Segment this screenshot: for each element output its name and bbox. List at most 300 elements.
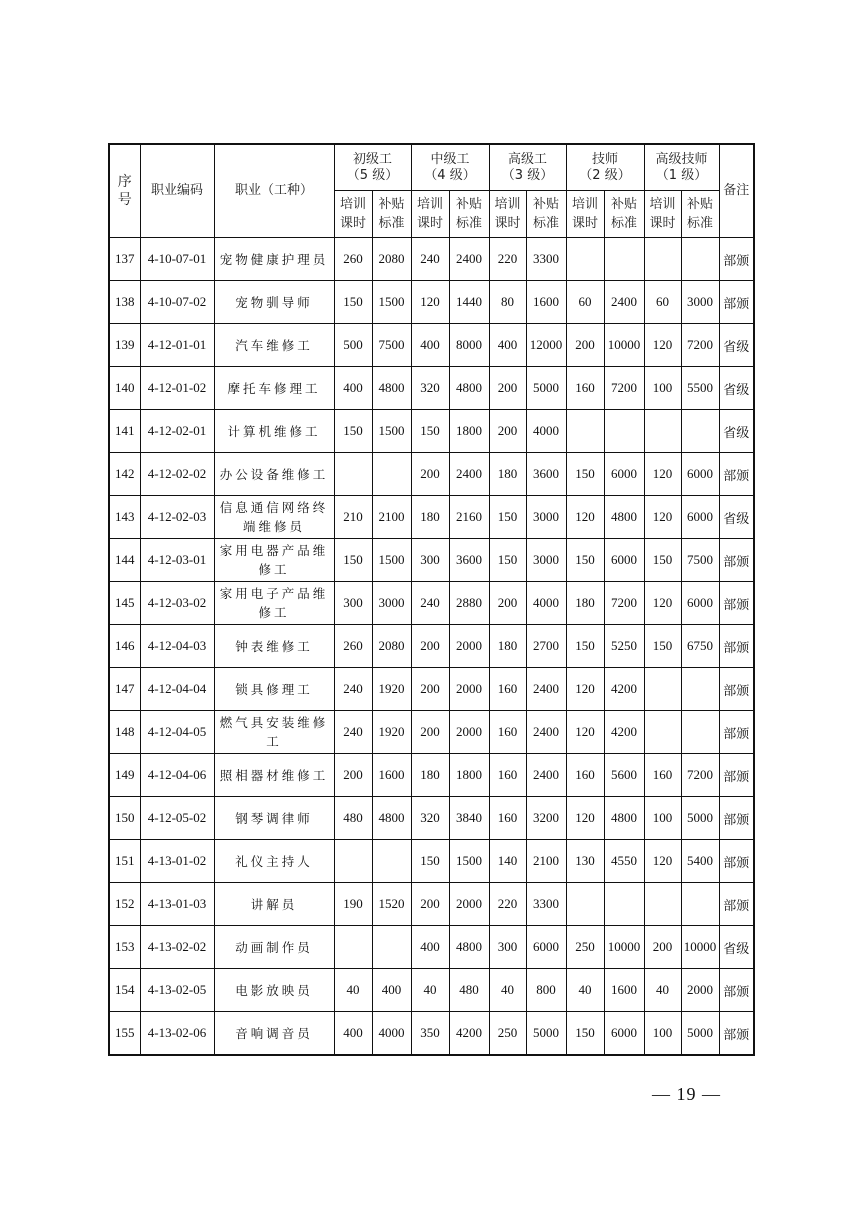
occupation-code-cell: 4-12-02-02: [140, 453, 214, 496]
seq-cell: 138: [109, 281, 140, 324]
occupation-name-cell: 宠物健康护理员: [214, 238, 334, 281]
training-hours-cell: 150: [644, 539, 681, 582]
subsidy-cell: 3300: [526, 238, 566, 281]
subsidy-cell: [372, 453, 411, 496]
training-hours-cell: 480: [334, 797, 372, 840]
training-hours-cell: 200: [489, 410, 526, 453]
training-hours-cell: 400: [411, 926, 449, 969]
remark-cell: 省级: [719, 496, 754, 539]
subsidy-standard-header: [372, 191, 411, 238]
training-hours-cell: 150: [489, 496, 526, 539]
remark-cell: 部颁: [719, 840, 754, 883]
subsidy-cell: 6000: [526, 926, 566, 969]
subsidy-cell: 480: [449, 969, 489, 1012]
occupation-code-cell: 4-12-01-01: [140, 324, 214, 367]
level-grade: （3 级）: [501, 167, 554, 183]
training-hours-cell: [644, 410, 681, 453]
seq-cell: 143: [109, 496, 140, 539]
subsidy-cell: 6000: [681, 453, 719, 496]
seq-cell: 152: [109, 883, 140, 926]
training-hours-header-text: 培训: [649, 197, 676, 212]
subsidy-cell: 4000: [526, 410, 566, 453]
remark-cell: 部颁: [719, 668, 754, 711]
header-level-3: [489, 144, 566, 191]
training-hours-header: [566, 191, 604, 238]
occupation-code-cell: 4-12-02-01: [140, 410, 214, 453]
subsidy-cell: 5500: [681, 367, 719, 410]
training-hours-cell: 100: [644, 367, 681, 410]
table-row: [109, 625, 754, 668]
training-hours-header: [411, 191, 449, 238]
subsidy-standard-header: [604, 191, 644, 238]
remark-cell: 部颁: [719, 238, 754, 281]
training-hours-cell: 120: [644, 840, 681, 883]
training-hours-cell: 40: [644, 969, 681, 1012]
training-hours-cell: 150: [566, 539, 604, 582]
subsidy-cell: 2000: [681, 969, 719, 1012]
subsidy-cell: 3300: [526, 883, 566, 926]
occupation-name-cell: 钢琴调律师: [214, 797, 334, 840]
remark-cell: 省级: [719, 410, 754, 453]
subsidy-cell: 2000: [449, 711, 489, 754]
subsidy-cell: 800: [526, 969, 566, 1012]
occupation-code-cell: 4-13-02-02: [140, 926, 214, 969]
subsidy-standard-header-text: 标准: [687, 216, 714, 231]
subsidy-cell: 400: [372, 969, 411, 1012]
subsidy-cell: [681, 668, 719, 711]
training-hours-cell: 100: [644, 1012, 681, 1056]
remark-cell: 部颁: [719, 797, 754, 840]
training-hours-cell: 240: [411, 238, 449, 281]
subsidy-cell: 10000: [604, 926, 644, 969]
occupation-name-cell: 办公设备维修工: [214, 453, 334, 496]
level-name: 高级工: [507, 151, 547, 167]
training-hours-cell: [334, 926, 372, 969]
subsidy-cell: 7500: [681, 539, 719, 582]
subsidy-cell: 4800: [604, 496, 644, 539]
training-hours-cell: 60: [566, 281, 604, 324]
seq-cell: 148: [109, 711, 140, 754]
training-hours-cell: [334, 453, 372, 496]
seq-cell: 149: [109, 754, 140, 797]
training-hours-cell: 200: [566, 324, 604, 367]
remark-cell: 部颁: [719, 1012, 754, 1056]
training-hours-cell: 150: [411, 410, 449, 453]
training-hours-cell: 120: [644, 324, 681, 367]
training-hours-cell: 140: [489, 840, 526, 883]
training-hours-cell: 40: [334, 969, 372, 1012]
subsidy-cell: 1500: [372, 539, 411, 582]
occupation-code-cell: 4-12-03-01: [140, 539, 214, 582]
subsidy-cell: 5000: [526, 1012, 566, 1056]
training-hours-cell: [566, 410, 604, 453]
table-row: [109, 281, 754, 324]
training-hours-cell: 180: [411, 754, 449, 797]
occupation-name-cell: 照相器材维修工: [214, 754, 334, 797]
training-hours-cell: 100: [644, 797, 681, 840]
training-hours-cell: 160: [489, 711, 526, 754]
subsidy-cell: 6750: [681, 625, 719, 668]
seq-cell: 145: [109, 582, 140, 625]
subsidy-cell: [681, 238, 719, 281]
table-header: [109, 144, 754, 238]
training-hours-cell: 130: [566, 840, 604, 883]
occupation-code-cell: 4-10-07-02: [140, 281, 214, 324]
subsidy-cell: 4200: [449, 1012, 489, 1056]
subsidy-standard-header: [681, 191, 719, 238]
level-grade: （1 级）: [655, 167, 708, 183]
level-grade: （4 级）: [424, 167, 476, 183]
subsidy-cell: 2400: [526, 668, 566, 711]
table-body: [109, 238, 754, 1056]
subsidy-cell: 2700: [526, 625, 566, 668]
subsidy-cell: 2400: [449, 453, 489, 496]
subsidy-cell: 6000: [604, 1012, 644, 1056]
subsidy-cell: 2880: [449, 582, 489, 625]
training-hours-cell: 150: [566, 625, 604, 668]
table-row: [109, 367, 754, 410]
seq-cell: 150: [109, 797, 140, 840]
training-hours-cell: 200: [411, 625, 449, 668]
subsidy-cell: 4000: [526, 582, 566, 625]
training-hours-cell: 250: [566, 926, 604, 969]
occupation-name-cell: 家用电子产品维修工: [214, 582, 334, 625]
seq-cell: 151: [109, 840, 140, 883]
remark-cell: 部颁: [719, 281, 754, 324]
subsidy-standard-header: [526, 191, 566, 238]
training-hours-cell: 400: [489, 324, 526, 367]
training-hours-header-text: 培训: [339, 197, 366, 212]
training-hours-cell: 210: [334, 496, 372, 539]
remark-cell: 省级: [719, 324, 754, 367]
subsidy-standard-header-text: 补贴: [455, 197, 482, 212]
header-level-5: [334, 144, 411, 191]
subsidy-cell: 3000: [681, 281, 719, 324]
header-seq: [109, 144, 140, 238]
training-hours-cell: 40: [411, 969, 449, 1012]
seq-cell: 142: [109, 453, 140, 496]
training-hours-cell: 300: [489, 926, 526, 969]
subsidy-cell: 5000: [681, 1012, 719, 1056]
training-hours-cell: [566, 238, 604, 281]
seq-cell: 147: [109, 668, 140, 711]
occupation-name-cell: 动画制作员: [214, 926, 334, 969]
subsidy-cell: 2000: [449, 668, 489, 711]
subsidy-cell: 7200: [604, 367, 644, 410]
seq-cell: 140: [109, 367, 140, 410]
occupation-name-cell: 信息通信网络终端维修员: [214, 496, 334, 539]
subsidy-cell: 1800: [449, 410, 489, 453]
level-grade: （2 级）: [579, 167, 631, 183]
training-hours-cell: 150: [334, 539, 372, 582]
subsidy-cell: 1800: [449, 754, 489, 797]
subsidy-cell: 5250: [604, 625, 644, 668]
occupation-code-cell: 4-12-04-05: [140, 711, 214, 754]
subsidy-cell: 7200: [604, 582, 644, 625]
level-name: 技师: [591, 151, 618, 167]
training-hours-header-text: 培训: [494, 197, 521, 212]
training-hours-cell: 160: [566, 754, 604, 797]
training-hours-cell: 120: [566, 797, 604, 840]
training-hours-cell: 150: [489, 539, 526, 582]
seq-cell: 146: [109, 625, 140, 668]
training-hours-header-text: 课时: [571, 216, 598, 231]
remark-cell: 部颁: [719, 969, 754, 1012]
remark-cell: 部颁: [719, 883, 754, 926]
training-hours-cell: 200: [411, 453, 449, 496]
training-hours-cell: 120: [411, 281, 449, 324]
training-hours-cell: [334, 840, 372, 883]
table-row: [109, 453, 754, 496]
seq-cell: 153: [109, 926, 140, 969]
table-row: [109, 754, 754, 797]
subsidy-cell: 6000: [681, 582, 719, 625]
training-hours-header-text: 课时: [649, 216, 676, 231]
subsidy-standard-header-text: 标准: [610, 216, 637, 231]
occupation-code-cell: 4-12-04-04: [140, 668, 214, 711]
training-hours-cell: [644, 883, 681, 926]
training-hours-cell: 180: [411, 496, 449, 539]
header-code: 职业编码: [140, 144, 214, 238]
subsidy-cell: 1600: [372, 754, 411, 797]
training-hours-cell: 150: [566, 453, 604, 496]
subsidy-cell: 5400: [681, 840, 719, 883]
training-hours-cell: 60: [644, 281, 681, 324]
level-name: 高级技师: [655, 151, 708, 167]
subsidy-cell: 4800: [449, 926, 489, 969]
subsidy-cell: 4800: [449, 367, 489, 410]
training-hours-cell: 180: [566, 582, 604, 625]
occupation-code-cell: 4-12-01-02: [140, 367, 214, 410]
subsidy-cell: [372, 840, 411, 883]
training-hours-cell: [644, 238, 681, 281]
training-hours-cell: 120: [644, 453, 681, 496]
training-hours-cell: 150: [411, 840, 449, 883]
subsidy-cell: 1920: [372, 711, 411, 754]
remark-cell: 省级: [719, 926, 754, 969]
training-hours-cell: 220: [489, 238, 526, 281]
page-number: — 19 —: [652, 1084, 721, 1104]
subsidy-cell: 3000: [526, 496, 566, 539]
seq-cell: 137: [109, 238, 140, 281]
occupation-code-cell: 4-10-07-01: [140, 238, 214, 281]
subsidy-cell: 3000: [372, 582, 411, 625]
training-hours-cell: 260: [334, 625, 372, 668]
subsidy-cell: 4800: [372, 367, 411, 410]
subsidy-cell: 3000: [526, 539, 566, 582]
subsidy-standard-header-text: 补贴: [532, 197, 559, 212]
subsidy-cell: 3840: [449, 797, 489, 840]
remark-cell: 省级: [719, 367, 754, 410]
occupation-name-cell: 宠物驯导师: [214, 281, 334, 324]
subsidy-cell: 4200: [604, 668, 644, 711]
occupation-name-cell: 音响调音员: [214, 1012, 334, 1056]
subsidy-cell: 3200: [526, 797, 566, 840]
level-grade: （5 级）: [346, 167, 399, 183]
training-hours-cell: 150: [566, 1012, 604, 1056]
training-hours-header-text: 培训: [571, 197, 598, 212]
training-hours-cell: 250: [489, 1012, 526, 1056]
training-hours-cell: 150: [334, 281, 372, 324]
training-hours-cell: 320: [411, 367, 449, 410]
seq-cell: 155: [109, 1012, 140, 1056]
training-hours-cell: 160: [644, 754, 681, 797]
training-hours-cell: 200: [411, 711, 449, 754]
subsidy-cell: 8000: [449, 324, 489, 367]
training-hours-cell: 240: [411, 582, 449, 625]
training-hours-cell: 190: [334, 883, 372, 926]
subsidy-cell: [372, 926, 411, 969]
header-level-2: [566, 144, 644, 191]
training-hours-header-text: 培训: [416, 197, 443, 212]
seq-cell: 141: [109, 410, 140, 453]
seq-cell: 139: [109, 324, 140, 367]
subsidy-cell: 3600: [449, 539, 489, 582]
occupation-code-cell: 4-12-04-06: [140, 754, 214, 797]
subsidy-cell: [604, 238, 644, 281]
training-hours-cell: 260: [334, 238, 372, 281]
subsidy-cell: 2400: [526, 754, 566, 797]
subsidy-cell: 4200: [604, 711, 644, 754]
remark-cell: 部颁: [719, 711, 754, 754]
training-hours-cell: 120: [566, 496, 604, 539]
table-row: [109, 840, 754, 883]
table-row: [109, 883, 754, 926]
subsidy-cell: 5000: [526, 367, 566, 410]
occupation-code-cell: 4-12-02-03: [140, 496, 214, 539]
subsidy-cell: 2080: [372, 625, 411, 668]
subsidy-cell: 4800: [604, 797, 644, 840]
table-row: [109, 410, 754, 453]
subsidy-cell: 2080: [372, 238, 411, 281]
subsidy-cell: 1440: [449, 281, 489, 324]
subsidy-cell: 10000: [681, 926, 719, 969]
training-hours-cell: 120: [566, 668, 604, 711]
occupation-code-cell: 4-12-05-02: [140, 797, 214, 840]
subsidy-cell: 3600: [526, 453, 566, 496]
subsidy-cell: 2100: [526, 840, 566, 883]
level-name: 初级工: [352, 151, 392, 167]
occupation-code-cell: 4-12-04-03: [140, 625, 214, 668]
subsidy-standard-header-text: 标准: [455, 216, 482, 231]
remark-cell: 部颁: [719, 582, 754, 625]
training-hours-cell: 300: [411, 539, 449, 582]
training-hours-cell: 200: [334, 754, 372, 797]
table-row: [109, 969, 754, 1012]
header-level-1: [644, 144, 719, 191]
subsidy-cell: 1920: [372, 668, 411, 711]
table-row: [109, 797, 754, 840]
training-hours-header-text: 课时: [339, 216, 366, 231]
subsidy-cell: 7200: [681, 754, 719, 797]
training-hours-cell: 160: [489, 797, 526, 840]
remark-cell: 部颁: [719, 625, 754, 668]
training-hours-header: [334, 191, 372, 238]
training-hours-header: [644, 191, 681, 238]
occupation-name-cell: 计算机维修工: [214, 410, 334, 453]
training-hours-cell: 120: [566, 711, 604, 754]
subsidy-cell: 6000: [604, 539, 644, 582]
subsidy-cell: [604, 410, 644, 453]
subsidy-cell: 10000: [604, 324, 644, 367]
training-hours-cell: 240: [334, 711, 372, 754]
training-hours-cell: 200: [411, 883, 449, 926]
subsidy-cell: 7200: [681, 324, 719, 367]
occupation-code-cell: 4-13-01-02: [140, 840, 214, 883]
subsidy-standard-header-text: 标准: [378, 216, 405, 231]
occupation-name-cell: 摩托车修理工: [214, 367, 334, 410]
training-hours-cell: 120: [644, 496, 681, 539]
training-hours-cell: 350: [411, 1012, 449, 1056]
subsidy-cell: 5600: [604, 754, 644, 797]
subsidy-cell: 2160: [449, 496, 489, 539]
training-hours-cell: [644, 668, 681, 711]
training-hours-header-text: 课时: [416, 216, 443, 231]
training-hours-cell: 40: [566, 969, 604, 1012]
subsidy-cell: 2000: [449, 883, 489, 926]
header-remark: 备注: [719, 144, 754, 238]
training-hours-cell: 80: [489, 281, 526, 324]
subsidy-cell: 2100: [372, 496, 411, 539]
table-row: [109, 496, 754, 539]
subsidy-cell: 2400: [604, 281, 644, 324]
training-hours-cell: [644, 711, 681, 754]
training-hours-cell: 400: [334, 1012, 372, 1056]
training-hours-header: [489, 191, 526, 238]
training-hours-cell: 200: [489, 367, 526, 410]
occupation-name-cell: 锁具修理工: [214, 668, 334, 711]
subsidy-cell: 1600: [604, 969, 644, 1012]
table-row: [109, 582, 754, 625]
training-hours-cell: 200: [489, 582, 526, 625]
training-hours-cell: 160: [489, 754, 526, 797]
training-hours-cell: 150: [334, 410, 372, 453]
training-hours-cell: 500: [334, 324, 372, 367]
subsidy-cell: 6000: [604, 453, 644, 496]
subsidy-standard-header-text: 补贴: [610, 197, 637, 212]
seq-cell: 144: [109, 539, 140, 582]
table-row: [109, 324, 754, 367]
table-row: [109, 668, 754, 711]
header-seq-text: 序号: [117, 174, 132, 208]
training-hours-cell: [566, 883, 604, 926]
occupation-name-cell: 讲解员: [214, 883, 334, 926]
occupation-name-cell: 礼仪主持人: [214, 840, 334, 883]
training-hours-cell: 300: [334, 582, 372, 625]
occupation-code-cell: 4-13-01-03: [140, 883, 214, 926]
training-hours-cell: 400: [411, 324, 449, 367]
occupation-name-cell: 汽车维修工: [214, 324, 334, 367]
subsidy-table: [108, 143, 755, 1056]
subsidy-cell: [681, 711, 719, 754]
subsidy-standard-header-text: 标准: [532, 216, 559, 231]
training-hours-cell: 180: [489, 453, 526, 496]
remark-cell: 部颁: [719, 539, 754, 582]
training-hours-header-text: 课时: [494, 216, 521, 231]
training-hours-cell: 150: [644, 625, 681, 668]
occupation-code-cell: 4-13-02-06: [140, 1012, 214, 1056]
occupation-name-cell: 电影放映员: [214, 969, 334, 1012]
subsidy-cell: 2400: [526, 711, 566, 754]
training-hours-cell: 320: [411, 797, 449, 840]
subsidy-cell: 1500: [372, 410, 411, 453]
header-level-4: [411, 144, 489, 191]
seq-cell: 154: [109, 969, 140, 1012]
subsidy-standard-header-text: 补贴: [687, 197, 714, 212]
table-row: [109, 926, 754, 969]
table-row: [109, 539, 754, 582]
level-name: 中级工: [430, 151, 470, 167]
